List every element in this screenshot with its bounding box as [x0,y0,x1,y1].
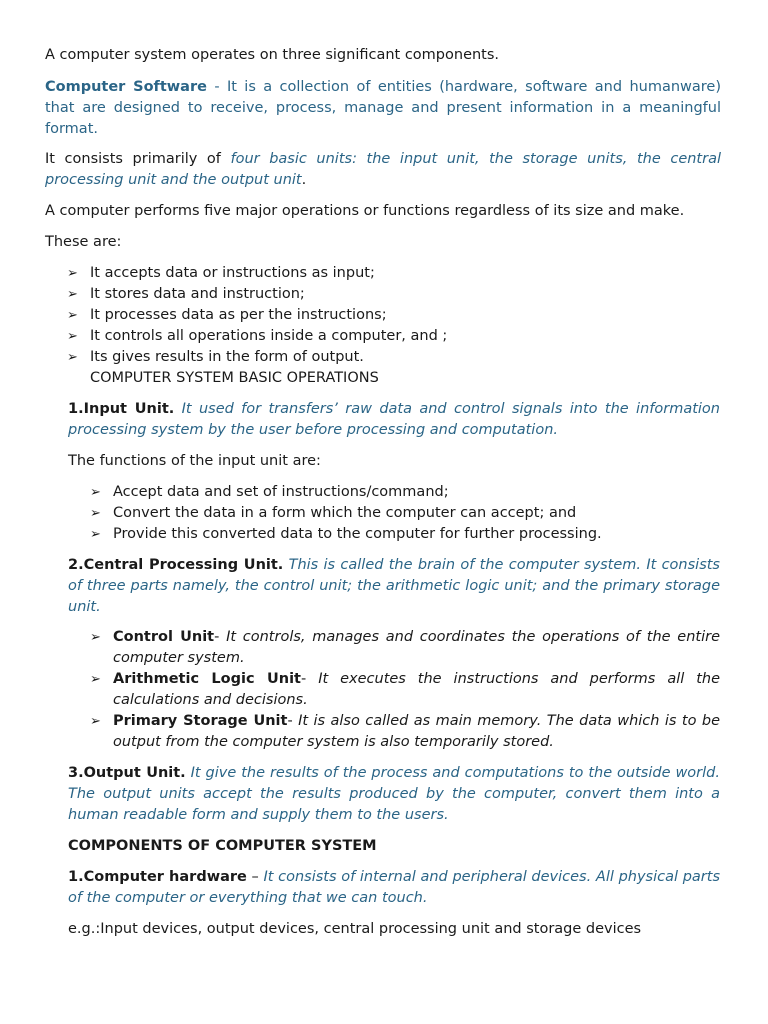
input-unit-term: 1.Input Unit. [68,401,175,417]
software-term: Computer Software [45,79,207,95]
list-item: ➢ It stores data and instruction; [45,284,725,305]
cpu-part-term: Primary Storage Unit [113,713,288,729]
operations-list [45,263,725,368]
arrow-bullet-icon: ➢ [67,350,78,365]
cpu-definition: This is called the brain of the computer system. It consists of three parts namely, the control unit; the arithmetic logic unit; and the primary storage unit. [68,557,720,615]
list-item: ➢ Primary Storage Unit- It is also called as main memory. The data which is to be output from the computer system is also temporarily stored. [90,713,721,750]
list-item: ➢ Arithmetic Logic Unit- It executes the instructions and performs all the calculations and decisions. [90,671,721,708]
hardware-term: 1.Computer hardware [68,869,247,885]
arrow-bullet-icon: ➢ [90,485,101,500]
units-highlight: four basic units: the input unit, the storage units, the central processing unit and the output unit [45,151,721,188]
example-paragraph: e.g.:Input devices, output devices, central processing unit and storage devices [68,921,642,937]
software-definition: - It is a collection of entities (hardware, software and humanware) that are designed to receive, process, manage and present information in a meaningful format. [45,79,721,137]
units-tail: . [301,172,307,188]
hardware-paragraph: 1.Computer hardware – It consists of internal and peripheral devices. All physical parts of the computer or everything that we can touch. [68,869,720,906]
list-item: ➢ Accept data and set of instructions/command; [68,482,728,503]
cpu-part-term: Control Unit [113,629,215,645]
input-functions-intro: The functions of the input unit are: [68,453,321,469]
arrow-bullet-icon: ➢ [67,329,78,344]
output-unit-term: 3.Output Unit. [68,765,186,781]
list-item: ➢ It processes data as per the instructions; [45,305,725,326]
arrow-bullet-icon: ➢ [90,630,101,645]
list-item: ➢ Control Unit- It controls, manages and coordinates the operations of the entire computer system. [90,629,720,666]
these-are-label: These are: [45,234,122,250]
arrow-bullet-icon: ➢ [90,714,101,729]
arrow-bullet-icon: ➢ [90,506,101,521]
arrow-bullet-icon: ➢ [67,287,78,302]
cpu-part-term: Arithmetic Logic Unit [113,671,301,687]
input-unit-definition: It used for transfers’ raw data and control signals into the information processing system by the user before processing and computation. [68,401,720,438]
components-heading: COMPONENTS OF COMPUTER SYSTEM [68,838,377,854]
list-item: ➢ Its gives results in the form of output. [45,347,725,368]
input-functions-list [68,482,728,545]
units-lead: It consists primarily of [45,151,231,167]
arrow-bullet-icon: ➢ [67,308,78,323]
cpu-part-desc: It is also called as main memory. The data which is to be output from the computer system is also temporarily stored. [113,713,721,750]
list-item: ➢ Convert the data in a form which the computer can accept; and [68,503,728,524]
cpu-part-desc: It executes the instructions and performs all the calculations and decisions. [113,671,721,708]
operations-caption: COMPUTER SYSTEM BASIC OPERATIONS [90,370,379,386]
cpu-term: 2.Central Processing Unit. [68,557,284,573]
arrow-bullet-icon: ➢ [90,527,101,542]
cpu-part-desc: It controls, manages and coordinates the operations of the entire computer system. [113,629,720,666]
output-unit-paragraph [68,763,720,826]
output-unit-definition: It give the results of the process and computations to the outside world. The output units accept the results produced by the computer, convert them into a human readable form and supply them to the users. [68,765,720,823]
list-item: ➢ It controls all operations inside a computer, and ; [45,326,725,347]
arrow-bullet-icon: ➢ [90,672,101,687]
list-item: ➢ It accepts data or instructions as input; [45,263,725,284]
intro-paragraph: A computer system operates on three significant components. [45,47,500,63]
list-item: ➢ Provide this converted data to the computer for further processing. [68,524,728,545]
operations-intro: A computer performs five major operations or functions regardless of its size and make. [45,203,685,219]
arrow-bullet-icon: ➢ [67,266,78,281]
input-unit-paragraph [68,399,720,441]
cpu-parts-list [68,627,720,753]
cpu-paragraph [68,555,720,618]
units-paragraph [45,149,721,191]
hardware-definition: It consists of internal and peripheral devices. All physical parts of the computer or everything that we can touch. [68,869,720,906]
software-paragraph [45,77,721,140]
